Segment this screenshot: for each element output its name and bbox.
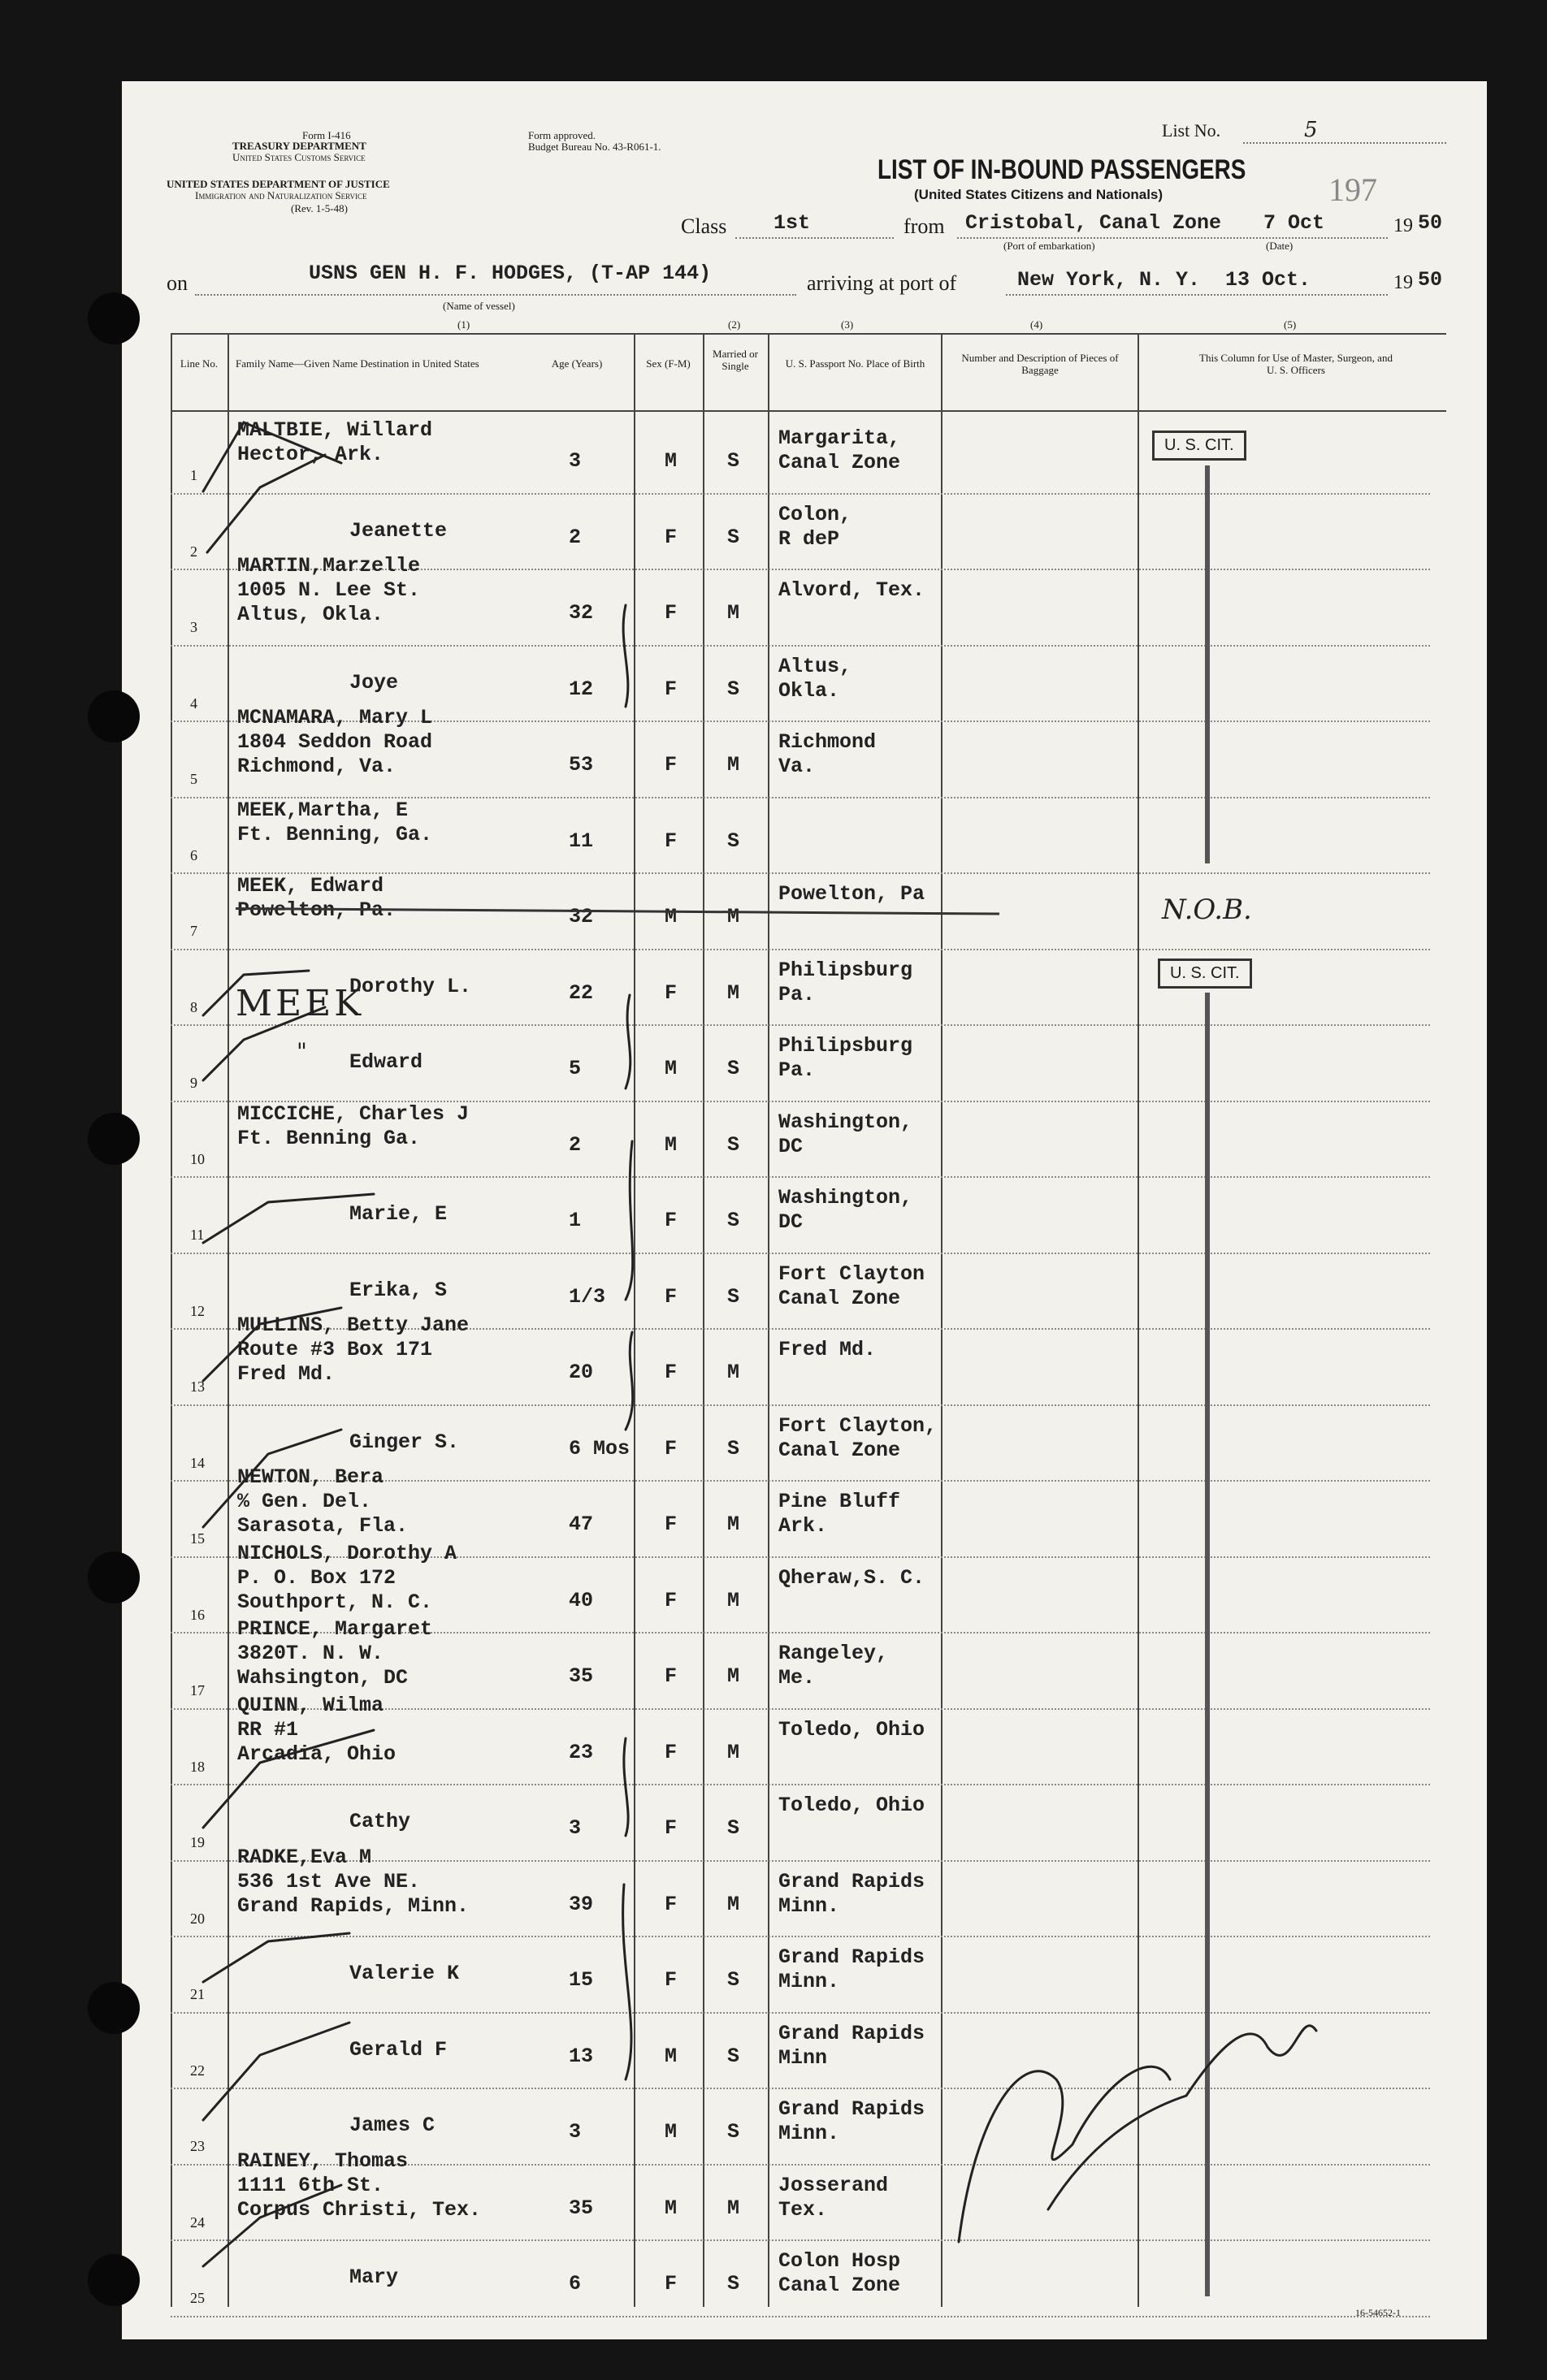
destination: Fred Md. bbox=[237, 1362, 336, 1386]
birthplace: Philipsburg bbox=[778, 958, 913, 982]
destination: Mary bbox=[349, 2265, 399, 2289]
destination: Erika, S bbox=[349, 1278, 448, 1302]
form-number: Form I-416 bbox=[302, 129, 351, 141]
destination: Arcadia, Ohio bbox=[237, 1742, 396, 1766]
embark-date: 7 Oct bbox=[1263, 211, 1325, 235]
check-mark bbox=[203, 2185, 341, 2266]
line-number: 16 bbox=[190, 1606, 205, 1623]
destination: Richmond, Va. bbox=[237, 755, 396, 778]
line-number: 5 bbox=[190, 771, 197, 787]
line-number: 9 bbox=[190, 1075, 197, 1091]
bracket-mark bbox=[624, 1738, 628, 1836]
age-value: 35 bbox=[569, 2196, 594, 2220]
age-value: 12 bbox=[569, 677, 594, 701]
arriving-label: arriving at port of bbox=[807, 271, 957, 295]
sex-value: F bbox=[665, 753, 678, 777]
line-number: 22 bbox=[190, 2062, 205, 2079]
age-value: 15 bbox=[569, 1968, 594, 1992]
from-label: from bbox=[904, 214, 945, 238]
col-num-4: (4) bbox=[1030, 318, 1043, 331]
age-value: 3 bbox=[569, 1816, 582, 1840]
line-number: 14 bbox=[190, 1454, 205, 1471]
destination: Dorothy L. bbox=[349, 974, 472, 998]
passenger-name: MALTBIE, Willard bbox=[237, 418, 433, 442]
bracket-mark bbox=[623, 1885, 631, 2079]
birthplace: Grand Rapids bbox=[778, 1869, 925, 1893]
passenger-name: MARTIN,Marzelle bbox=[237, 554, 421, 578]
birthplace: Ark. bbox=[778, 1514, 828, 1538]
birthplace: Fort Clayton, bbox=[778, 1413, 938, 1438]
marital-status: M bbox=[727, 2196, 740, 2220]
birthplace: DC bbox=[778, 1210, 804, 1234]
line-number: 8 bbox=[190, 998, 197, 1015]
sex-value: F bbox=[665, 2272, 678, 2296]
line-number: 3 bbox=[190, 619, 197, 635]
bracket-mark bbox=[626, 995, 630, 1088]
line-number: 21 bbox=[190, 1986, 205, 2002]
birthplace: Minn bbox=[778, 2045, 828, 2070]
birthplace: Va. bbox=[778, 755, 816, 778]
sex-value: F bbox=[665, 677, 678, 701]
line-number: 19 bbox=[190, 1834, 205, 1850]
port-caption: (Port of embarkation) bbox=[1003, 240, 1095, 252]
destination: Ginger S. bbox=[349, 1430, 460, 1454]
age-value: 20 bbox=[569, 1361, 594, 1384]
passenger-name: PRINCE, Margaret bbox=[237, 1617, 433, 1641]
meek-handwritten: MEEK bbox=[236, 983, 365, 1024]
birthplace: Pine Bluff bbox=[778, 1490, 901, 1513]
sex-value: F bbox=[665, 829, 678, 853]
destination: Route #3 Box 171 bbox=[237, 1338, 433, 1361]
check-mark bbox=[203, 1194, 374, 1243]
manifest-subtitle: (United States Citizens and Nationals) bbox=[914, 187, 1164, 202]
age-value: 2 bbox=[569, 525, 582, 549]
birthplace: Pa. bbox=[778, 1058, 816, 1082]
check-mark bbox=[203, 1430, 341, 1527]
vessel-caption: (Name of vessel) bbox=[443, 300, 515, 312]
age-value: 53 bbox=[569, 753, 594, 777]
destination: 1111 6th St. bbox=[237, 2173, 384, 2197]
age-value: 1/3 bbox=[569, 1284, 606, 1309]
sex-value: M bbox=[665, 1057, 678, 1080]
birthplace: Grand Rapids bbox=[778, 1945, 925, 1969]
marital-status: M bbox=[727, 980, 740, 1005]
line-number: 23 bbox=[190, 2138, 205, 2154]
age-value: 3 bbox=[569, 2120, 582, 2144]
birthplace: Toledo, Ohio bbox=[778, 1794, 925, 1817]
form-approved: Form approved. bbox=[528, 129, 596, 141]
destination: 3820T. N. W. bbox=[237, 1642, 384, 1665]
age-value: 40 bbox=[569, 1588, 594, 1612]
birthplace: Washington, bbox=[778, 1186, 913, 1209]
line-number: 24 bbox=[190, 2213, 205, 2231]
line-number: 4 bbox=[190, 695, 197, 712]
destination: Valerie K bbox=[349, 1962, 460, 1985]
birthplace: DC bbox=[778, 1134, 804, 1158]
arrival-year: 50 bbox=[1418, 268, 1443, 292]
destination: Edward bbox=[349, 1050, 423, 1074]
age-value: 6 bbox=[569, 2272, 582, 2296]
destination: 536 1st Ave NE. bbox=[237, 1869, 421, 1893]
marital-status: S bbox=[727, 1968, 740, 1992]
destination: P. O. Box 172 bbox=[237, 1565, 396, 1590]
age-value: 11 bbox=[569, 829, 594, 853]
sex-value: F bbox=[665, 1816, 678, 1840]
sex-value: F bbox=[665, 1968, 678, 1992]
sex-value: F bbox=[665, 1664, 678, 1688]
destination: Joye bbox=[349, 670, 399, 695]
birthplace: Minn. bbox=[778, 1970, 840, 1993]
sex-value: M bbox=[665, 1132, 678, 1157]
line-number: 25 bbox=[190, 2290, 205, 2306]
budget-bureau: Budget Bureau No. 43-R061-1. bbox=[528, 141, 661, 153]
customs-service: United States Customs Service bbox=[232, 151, 366, 163]
col-num-2: (2) bbox=[728, 318, 741, 331]
marital-status: S bbox=[727, 2272, 740, 2296]
page-number-stamp: 197 bbox=[1328, 171, 1377, 208]
sex-value: M bbox=[665, 2120, 678, 2144]
birthplace: Minn. bbox=[778, 1893, 840, 1918]
col-head-line: Line No. bbox=[180, 357, 219, 370]
signature-scribble bbox=[959, 2066, 1170, 2242]
birthplace: Colon Hosp bbox=[778, 2249, 901, 2273]
destination: Grand Rapids, Minn. bbox=[237, 1893, 470, 1918]
class-label: Class bbox=[681, 214, 727, 238]
marital-status: M bbox=[727, 1892, 740, 1916]
destination: Cathy bbox=[349, 1810, 411, 1833]
us-citizen-stamp: U. S. CIT. bbox=[1152, 431, 1246, 461]
line-number: 20 bbox=[190, 1910, 205, 1927]
line-number: 7 bbox=[190, 923, 197, 939]
birthplace: Grand Rapids bbox=[778, 2097, 925, 2121]
age-value: 35 bbox=[569, 1664, 594, 1688]
destination: Marie, E bbox=[349, 1202, 448, 1226]
birthplace: Altus, bbox=[778, 654, 852, 678]
marital-status: M bbox=[727, 1588, 740, 1612]
col-head-baggage: Number and Description of Pieces of Baggage bbox=[961, 352, 1119, 376]
embark-year-prefix: 19 bbox=[1393, 215, 1413, 236]
destination: Altus, Okla. bbox=[237, 603, 384, 626]
marital-status: S bbox=[727, 525, 740, 549]
age-value: 32 bbox=[569, 905, 594, 928]
birthplace: Canal Zone bbox=[778, 451, 901, 474]
sex-value: F bbox=[665, 1892, 678, 1916]
arrival-port: New York, N. Y. bbox=[1017, 268, 1201, 292]
sex-value: M bbox=[665, 2196, 678, 2220]
passenger-name: MCNAMARA, Mary L bbox=[237, 706, 433, 729]
age-value: 39 bbox=[569, 1892, 594, 1916]
passenger-name: NEWTON, Bera bbox=[237, 1465, 384, 1489]
birthplace: Grand Rapids bbox=[778, 2021, 925, 2045]
line-number: 13 bbox=[190, 1378, 205, 1395]
bracket-mark bbox=[623, 605, 628, 707]
col-head-passport: U. S. Passport No. Place of Birth bbox=[785, 357, 925, 370]
col-num-1: (1) bbox=[457, 318, 470, 331]
line-number: 15 bbox=[190, 1530, 205, 1547]
age-value: 47 bbox=[569, 1512, 594, 1536]
birthplace: Canal Zone bbox=[778, 1438, 901, 1462]
line-number: 1 bbox=[190, 467, 197, 483]
justice-dept: UNITED STATES DEPARTMENT OF JUSTICE bbox=[167, 178, 390, 190]
destination: Corpus Christi, Tex. bbox=[237, 2197, 482, 2222]
col-head-name: Family Name—Given Name Destination in United States bbox=[236, 357, 479, 370]
passenger-name: QUINN, Wilma bbox=[237, 1693, 384, 1717]
destination: 1005 N. Lee St. bbox=[237, 578, 421, 602]
col-head-officers: This Column for Use of Master, Surgeon, and U. S. Officers bbox=[1199, 352, 1393, 376]
age-value: 32 bbox=[569, 601, 594, 625]
ditto-mark: " bbox=[297, 1038, 307, 1065]
check-mark bbox=[203, 1007, 325, 1080]
birthplace: Rangeley, bbox=[778, 1642, 889, 1665]
age-value: 1 bbox=[569, 1209, 582, 1232]
destination: 1804 Seddon Road bbox=[237, 730, 433, 754]
destination: Southport, N. C. bbox=[237, 1590, 433, 1614]
destination: Wahsington, DC bbox=[237, 1666, 409, 1690]
treasury-dept: TREASURY DEPARTMENT bbox=[232, 140, 366, 152]
marital-status: M bbox=[727, 601, 740, 625]
passenger-name: NICHOLS, Dorothy A bbox=[237, 1541, 457, 1565]
passenger-name: RAINEY, Thomas bbox=[237, 2148, 409, 2173]
col-num-3: (3) bbox=[841, 318, 854, 331]
line-number: 17 bbox=[190, 1682, 205, 1698]
line-number: 11 bbox=[190, 1227, 205, 1243]
sex-value: F bbox=[665, 1209, 678, 1232]
passenger-name: MULLINS, Betty Jane bbox=[237, 1313, 470, 1337]
birthplace: Qheraw,S. C. bbox=[778, 1565, 925, 1590]
sex-value: F bbox=[665, 525, 678, 549]
birthplace: Toledo, Ohio bbox=[778, 1717, 925, 1742]
marital-status: M bbox=[727, 1512, 740, 1536]
bracket-mark bbox=[626, 1332, 633, 1430]
list-no-value: 5 bbox=[1304, 118, 1318, 142]
destination: Ft. Benning Ga. bbox=[237, 1126, 421, 1150]
list-no-label: List No. bbox=[1162, 120, 1221, 141]
marital-status: S bbox=[727, 2120, 740, 2144]
port-of-embarkation: Cristobal, Canal Zone bbox=[965, 211, 1222, 235]
marital-status: S bbox=[727, 2044, 740, 2068]
sex-value: F bbox=[665, 601, 678, 625]
marital-status: S bbox=[727, 677, 740, 701]
vessel-name: USNS GEN H. F. HODGES, (T-AP 144) bbox=[309, 262, 712, 285]
noe-annotation: N.O.B. bbox=[1162, 894, 1252, 926]
age-value: 22 bbox=[569, 980, 594, 1005]
birthplace: Me. bbox=[778, 1666, 816, 1690]
destination: RR #1 bbox=[237, 1717, 299, 1742]
col-head-sex: Sex (F-M) bbox=[646, 357, 691, 370]
check-mark bbox=[207, 455, 325, 552]
sex-value: F bbox=[665, 1588, 678, 1612]
arrival-date: 13 Oct. bbox=[1225, 268, 1311, 292]
birthplace: R deP bbox=[778, 526, 840, 551]
birthplace: Josserand bbox=[778, 2173, 889, 2197]
col-head-married: Married or Single bbox=[713, 348, 758, 372]
birthplace: Canal Zone bbox=[778, 2274, 901, 2297]
sex-value: F bbox=[665, 1284, 678, 1309]
birthplace: Philipsburg bbox=[778, 1034, 913, 1058]
passenger-name: RADKE,Eva M bbox=[237, 1845, 372, 1869]
line-number: 2 bbox=[190, 543, 197, 560]
birthplace: Okla. bbox=[778, 678, 840, 703]
sex-value: F bbox=[665, 1436, 678, 1460]
line-number: 12 bbox=[190, 1302, 205, 1319]
bracket-mark bbox=[626, 1141, 633, 1300]
col-num-5: (5) bbox=[1284, 318, 1297, 331]
us-citizen-stamp: U. S. CIT. bbox=[1158, 958, 1252, 989]
line-number: 6 bbox=[190, 846, 197, 863]
ins-service: Immigration and Naturalization Service bbox=[195, 189, 367, 201]
passenger-name: MEEK, Edward bbox=[237, 874, 384, 898]
birthplace: Fort Clayton bbox=[778, 1261, 925, 1286]
destination: Powelton, Pa. bbox=[237, 898, 396, 922]
on-label: on bbox=[167, 271, 188, 295]
revision: (Rev. 1-5-48) bbox=[291, 202, 348, 214]
birthplace: Minn. bbox=[778, 2122, 840, 2145]
birthplace: Colon, bbox=[778, 502, 852, 526]
age-value: 23 bbox=[569, 1740, 594, 1764]
destination: Ft. Benning, Ga. bbox=[237, 822, 433, 846]
marital-status: S bbox=[727, 1816, 740, 1840]
sex-value: F bbox=[665, 1740, 678, 1764]
birthplace: Pa. bbox=[778, 982, 816, 1006]
destination: Jeanette bbox=[349, 518, 448, 543]
marital-status: S bbox=[727, 1057, 740, 1080]
destination: Sarasota, Fla. bbox=[237, 1514, 409, 1538]
marital-status: M bbox=[727, 1740, 740, 1764]
line-number: 10 bbox=[190, 1150, 205, 1167]
destination: James C bbox=[349, 2114, 436, 2137]
birthplace: Powelton, Pa bbox=[778, 882, 925, 906]
age-value: 5 bbox=[569, 1057, 582, 1080]
marital-status: S bbox=[727, 449, 740, 473]
destination: Gerald F bbox=[349, 2037, 448, 2062]
birthplace: Canal Zone bbox=[778, 1286, 901, 1310]
destination: % Gen. Del. bbox=[237, 1490, 372, 1513]
birthplace: Margarita, bbox=[778, 426, 901, 450]
sex-value: M bbox=[665, 905, 678, 928]
birthplace: Fred Md. bbox=[778, 1338, 877, 1361]
check-mark bbox=[203, 1308, 341, 1381]
embark-year: 50 bbox=[1418, 211, 1443, 235]
sex-value: M bbox=[665, 2044, 678, 2068]
birthplace: Richmond bbox=[778, 730, 877, 754]
date-caption: (Date) bbox=[1266, 240, 1294, 252]
marital-status: S bbox=[727, 1209, 740, 1232]
line-number: 18 bbox=[190, 1758, 205, 1775]
marital-status: S bbox=[727, 1132, 740, 1157]
marital-status: S bbox=[727, 829, 740, 853]
marital-status: M bbox=[727, 1664, 740, 1688]
marital-status: S bbox=[727, 1284, 740, 1309]
destination: Hector, Ark. bbox=[237, 443, 384, 466]
birthplace: Tex. bbox=[778, 2197, 828, 2222]
class-value: 1st bbox=[774, 211, 811, 235]
sex-value: F bbox=[665, 1361, 678, 1384]
sex-value: F bbox=[665, 1512, 678, 1536]
col-head-age: Age (Years) bbox=[551, 357, 603, 370]
marital-status: M bbox=[727, 753, 740, 777]
sex-value: F bbox=[665, 980, 678, 1005]
check-mark bbox=[203, 971, 309, 1015]
passenger-name: MICCICHE, Charles J bbox=[237, 1101, 470, 1126]
check-mark bbox=[203, 1730, 374, 1828]
check-mark bbox=[203, 1933, 349, 1982]
birthplace: Washington, bbox=[778, 1110, 913, 1134]
age-value: 3 bbox=[569, 449, 582, 473]
sex-value: M bbox=[665, 449, 678, 473]
form-code: 16-54652-1 bbox=[1355, 2307, 1401, 2318]
age-value: 6 Mos bbox=[569, 1436, 630, 1460]
marital-status: S bbox=[727, 1436, 740, 1460]
marital-status: M bbox=[727, 1361, 740, 1384]
check-mark bbox=[203, 2023, 349, 2120]
marital-status: M bbox=[727, 905, 740, 928]
passenger-name: MEEK,Martha, E bbox=[237, 798, 409, 822]
manifest-title: LIST OF IN-BOUND PASSENGERS bbox=[878, 154, 1246, 185]
age-value: 13 bbox=[569, 2044, 594, 2068]
arrival-year-prefix: 19 bbox=[1393, 272, 1413, 293]
age-value: 2 bbox=[569, 1132, 582, 1157]
birthplace: Alvord, Tex. bbox=[778, 578, 925, 602]
